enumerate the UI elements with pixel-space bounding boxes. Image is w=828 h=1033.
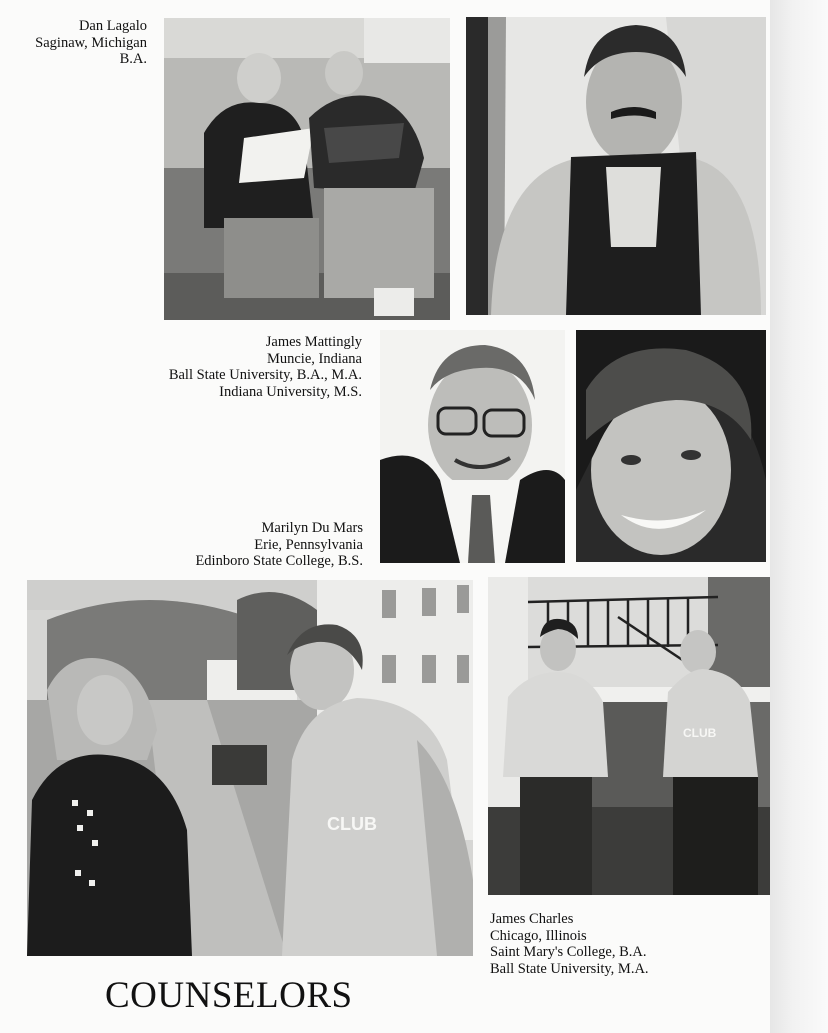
caption-dan-lagalo — [0, 18, 147, 68]
photo-outdoor-pair — [27, 580, 473, 956]
page-heading: COUNSELORS — [105, 975, 353, 1016]
page-gutter — [770, 0, 828, 1033]
caption-name: Dan Lagalo — [78, 18, 147, 34]
caption-name: James Charles — [490, 911, 574, 927]
caption-james-mattingly — [100, 334, 362, 400]
caption-degree: Indiana University, M.S. — [219, 383, 362, 400]
photo-man-with-glasses — [380, 330, 565, 563]
caption-name: James Mattingly — [265, 334, 362, 350]
caption-hometown: Saginaw, Michigan — [35, 34, 147, 51]
caption-degree: Edinboro State College, B.S. — [195, 553, 363, 569]
caption-hometown: Chicago, Illinois — [490, 927, 587, 944]
photo-man-with-scarf — [466, 17, 766, 315]
photo-two-men-reading — [164, 18, 450, 320]
caption-name: Marilyn Du Mars — [261, 520, 363, 536]
photo-two-men-building — [488, 577, 770, 895]
caption-degree: Ball State University, B.A., M.A. — [168, 367, 362, 383]
caption-hometown: Muncie, Indiana — [266, 350, 362, 367]
caption-degree: Ball State University, M.A. — [490, 960, 649, 977]
shirt-print-right: CLUB — [683, 726, 717, 740]
caption-degree: B.A. — [119, 51, 147, 67]
shirt-print-left: CLUB — [327, 814, 377, 834]
caption-james-charles — [490, 911, 760, 977]
photo-smiling-woman — [576, 330, 766, 562]
caption-hometown: Erie, Pennsylvania — [254, 536, 363, 553]
caption-marilyn-du-mars — [120, 520, 363, 570]
caption-degree: Saint Mary's College, B.A. — [490, 944, 647, 960]
